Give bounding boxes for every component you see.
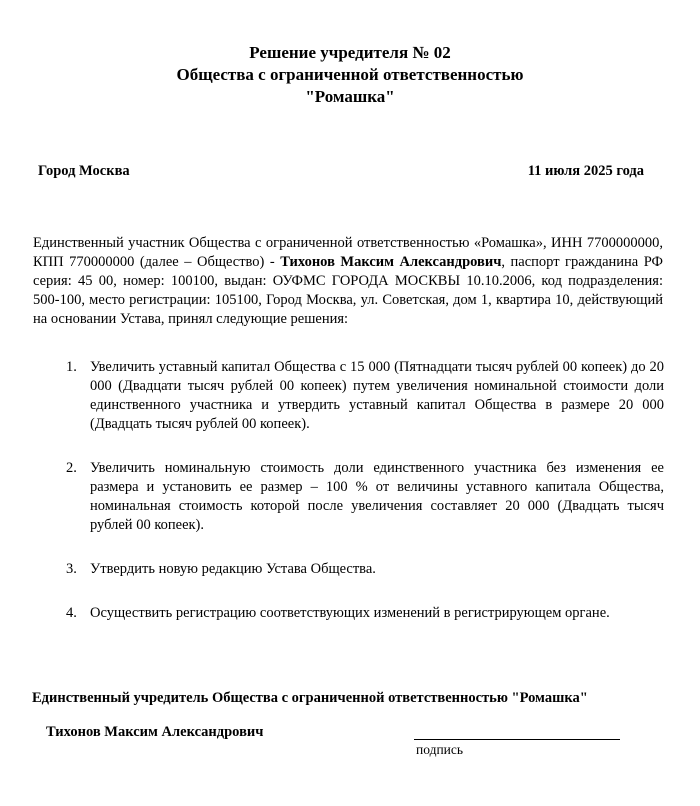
signature-label: подпись [416,742,464,757]
intro-paragraph [33,234,663,329]
decision-text: Осуществить регистрацию соответствующих изменений в регистрирующем органе. [90,605,610,621]
decision-text: Увеличить номинальную стоимость доли единственного участника без изменения ее размера и установить ее размер – 100 % от величины уставного капитала Общества, номинальная стоимость которой после увеличения составляет 20 000 (Двадцать тысяч рублей 00 копеек). [90,460,664,533]
signature-line [414,739,620,740]
title-line-1: Решение учредителя № 02 [249,43,451,62]
decisions-list [64,358,664,623]
intro-text-before: Единственный участник Общества с ограниченной ответственностью «Ромашка», ИНН 7700000000, КПП 770000000 (далее – Общество) - [33,235,663,270]
participant-name: Тихонов Максим Александрович [280,254,502,270]
city: Город Москва [38,163,130,179]
decision-date: 11 июля 2025 года [527,163,644,179]
title-line-3: "Ромашка" [305,87,395,106]
decision-item [64,604,664,623]
decision-text: Утвердить новую редакцию Устава Общества. [90,561,376,577]
decision-text: Увеличить уставный капитал Общества с 15 000 (Пятнадцати тысяч рублей 00 копеек) до 20 000 (Двадцати тысяч рублей 00 копеек) путем увеличения номинальной стоимости доли единственного участника и утвердить уставный капитал Общества в размере 20 000 (Двадцать тысяч рублей 00 копеек). [90,359,664,432]
signer-name: Тихонов Максим Александрович [46,724,264,740]
decision-number: 4. [66,605,77,621]
intro-text-after: , паспорт гражданина РФ серия: 45 00, номер: 100100, выдан: ОУФМС ГОРОДА МОСКВЫ 10.10.2006, код подразделения: 500-100, место регистрации: 105100, Город Москва, ул. Советская, дом 1, квартира 10, действующий на основании Устава, принял следующие решения: [33,254,664,327]
decision-number: 3. [66,561,77,577]
decision-item [64,560,664,579]
decision-number: 2. [66,460,77,476]
founder-title: Единственный учредитель Общества с ограниченной ответственностью "Ромашка" [32,690,588,706]
title-line-2: Общества с ограниченной ответственностью [176,65,524,84]
document-title [0,42,700,108]
decision-item [64,459,664,535]
decision-number: 1. [66,359,77,375]
decision-item [64,358,664,434]
